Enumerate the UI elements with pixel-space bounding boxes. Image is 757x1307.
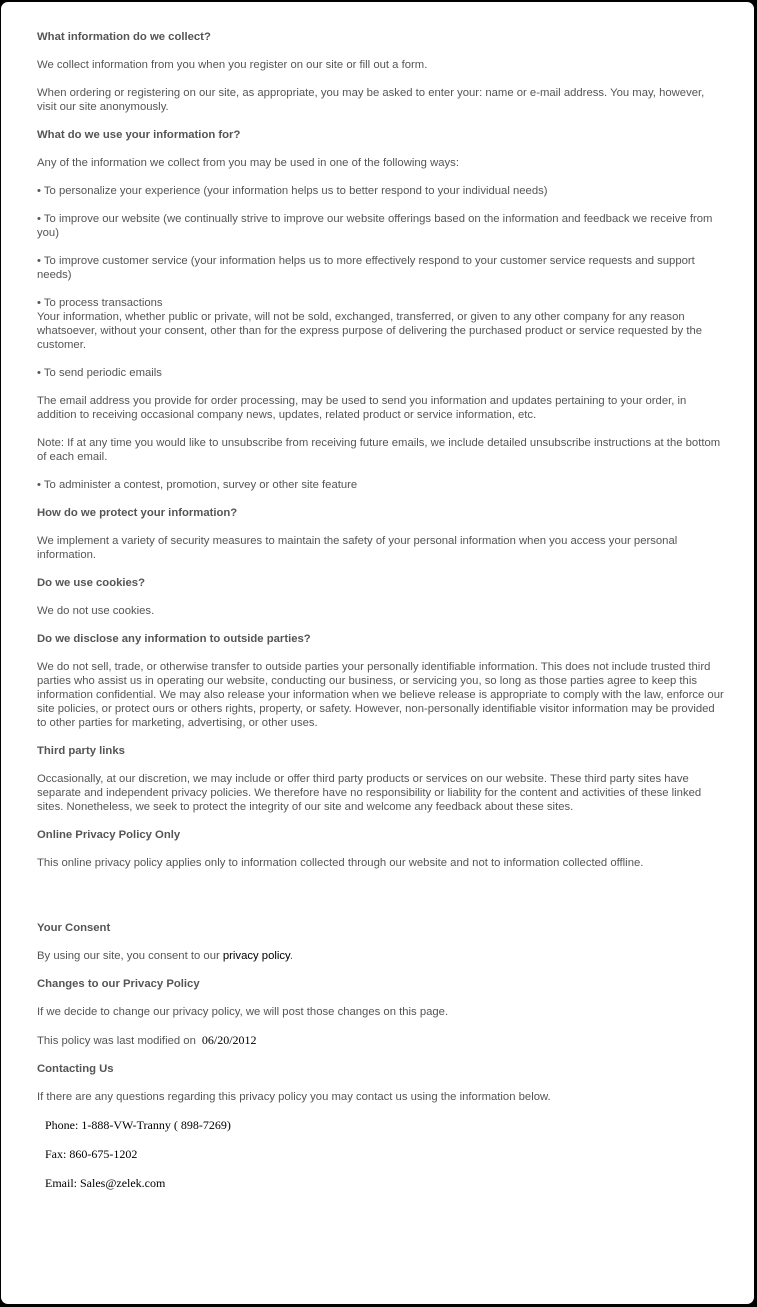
privacy-policy-link[interactable]: privacy policy [222,950,290,962]
disclose-body: We do not sell, trade, or otherwise transfer to outside parties your personally identifiable information. This does not include trusted third parties who assist us in operating our website, conducting our business, or servicing you, so long as those parties agree to keep this information confidential. We may also release your information when we believe release is appropriate to comply with the law, enforce our site policies, or protect ours or others rights, property, or safety. However, non-personally identifiable visitor information may be provided to other parties for marketing, advertising, or other uses. [37,661,724,729]
privacy-policy-content [37,30,725,1205]
contact-email: Email: Sales@zelek.com [45,1176,166,1190]
consent-text: By using our site, you consent to our [37,950,223,962]
section-heading-disclose: Do we disclose any information to outside parties? [37,633,311,645]
transactions-body: Your information, whether public or private, will not be sold, exchanged, transferred, or given to any other company for any reason whatsoever, without your consent, other than for the express purpose of delivering the purchased product or service requested by the customer. [37,311,703,351]
collect-paragraph-2: When ordering or registering on our site, as appropriate, you may be asked to enter your: name or e-mail address. You may, however, visit our site anonymously. [37,87,705,113]
transactions-title: • To process transactions [37,297,163,309]
use-bullet-contest: • To administer a contest, promotion, survey or other site feature [37,479,358,491]
section-heading-consent: Your Consent [37,922,111,934]
emails-body: The email address you provide for order processing, may be used to send you information and updates pertaining to your order, in addition to receiving occasional company news, updates, related product or service information, etc. [37,395,687,421]
use-bullet-improve-website: • To improve our website (we continually strive to improve our website offerings based on the information and feedback we receive from you) [37,213,713,239]
section-heading-cookies: Do we use cookies? [37,577,145,589]
section-heading-online-only: Online Privacy Policy Only [37,829,181,841]
last-modified [37,1033,725,1048]
spacer [37,884,725,921]
changes-body: If we decide to change our privacy policy, we will post those changes on this page. [37,1006,449,1018]
section-heading-collect: What information do we collect? [37,31,211,43]
protect-body: We implement a variety of security measures to maintain the safety of your personal information when you access your personal information. [37,535,678,561]
contact-body: If there are any questions regarding this privacy policy you may contact us using the information below. [37,1091,551,1103]
last-modified-date: 06/20/2012 [201,1033,257,1047]
last-modified-label: This policy was last modified on [37,1035,196,1047]
section-heading-changes: Changes to our Privacy Policy [37,978,200,990]
use-bullet-transactions [37,296,725,352]
use-intro: Any of the information we collect from you may be used in one of the following ways: [37,157,459,169]
page-container [1,2,754,1304]
section-heading-protect: How do we protect your information? [37,507,238,519]
online-only-body: This online privacy policy applies only to information collected through our website and not to information collected offline. [37,857,644,869]
use-bullet-personalize: • To personalize your experience (your information helps us to better respond to your individual needs) [37,185,548,197]
use-bullet-customer-service: • To improve customer service (your information helps us to more effectively respond to your customer service requests and support needs) [37,255,695,281]
section-heading-use: What do we use your information for? [37,129,241,141]
unsubscribe-note: Note: If at any time you would like to unsubscribe from receiving future emails, we include detailed unsubscribe instructions at the bottom of each email. [37,437,721,463]
cookies-body: We do not use cookies. [37,605,155,617]
use-bullet-emails: • To send periodic emails [37,367,162,379]
contact-phone: Phone: 1-888-VW-Tranny ( 898-7269) [45,1118,231,1132]
third-party-body: Occasionally, at our discretion, we may include or offer third party products or services on our website. These third party sites have separate and independent privacy policies. We therefore have no responsibility or liability for the content and activities of these linked sites. Nonetheless, we seek to protect the integrity of our site and welcome any feedback about these sites. [37,773,702,813]
section-heading-contact: Contacting Us [37,1063,114,1075]
contact-fax: Fax: 860-675-1202 [45,1147,138,1161]
consent-period: . [289,950,293,962]
collect-paragraph-1: We collect information from you when you register on our site or fill out a form. [37,59,428,71]
consent-body [37,949,725,963]
section-heading-third-party: Third party links [37,745,125,757]
